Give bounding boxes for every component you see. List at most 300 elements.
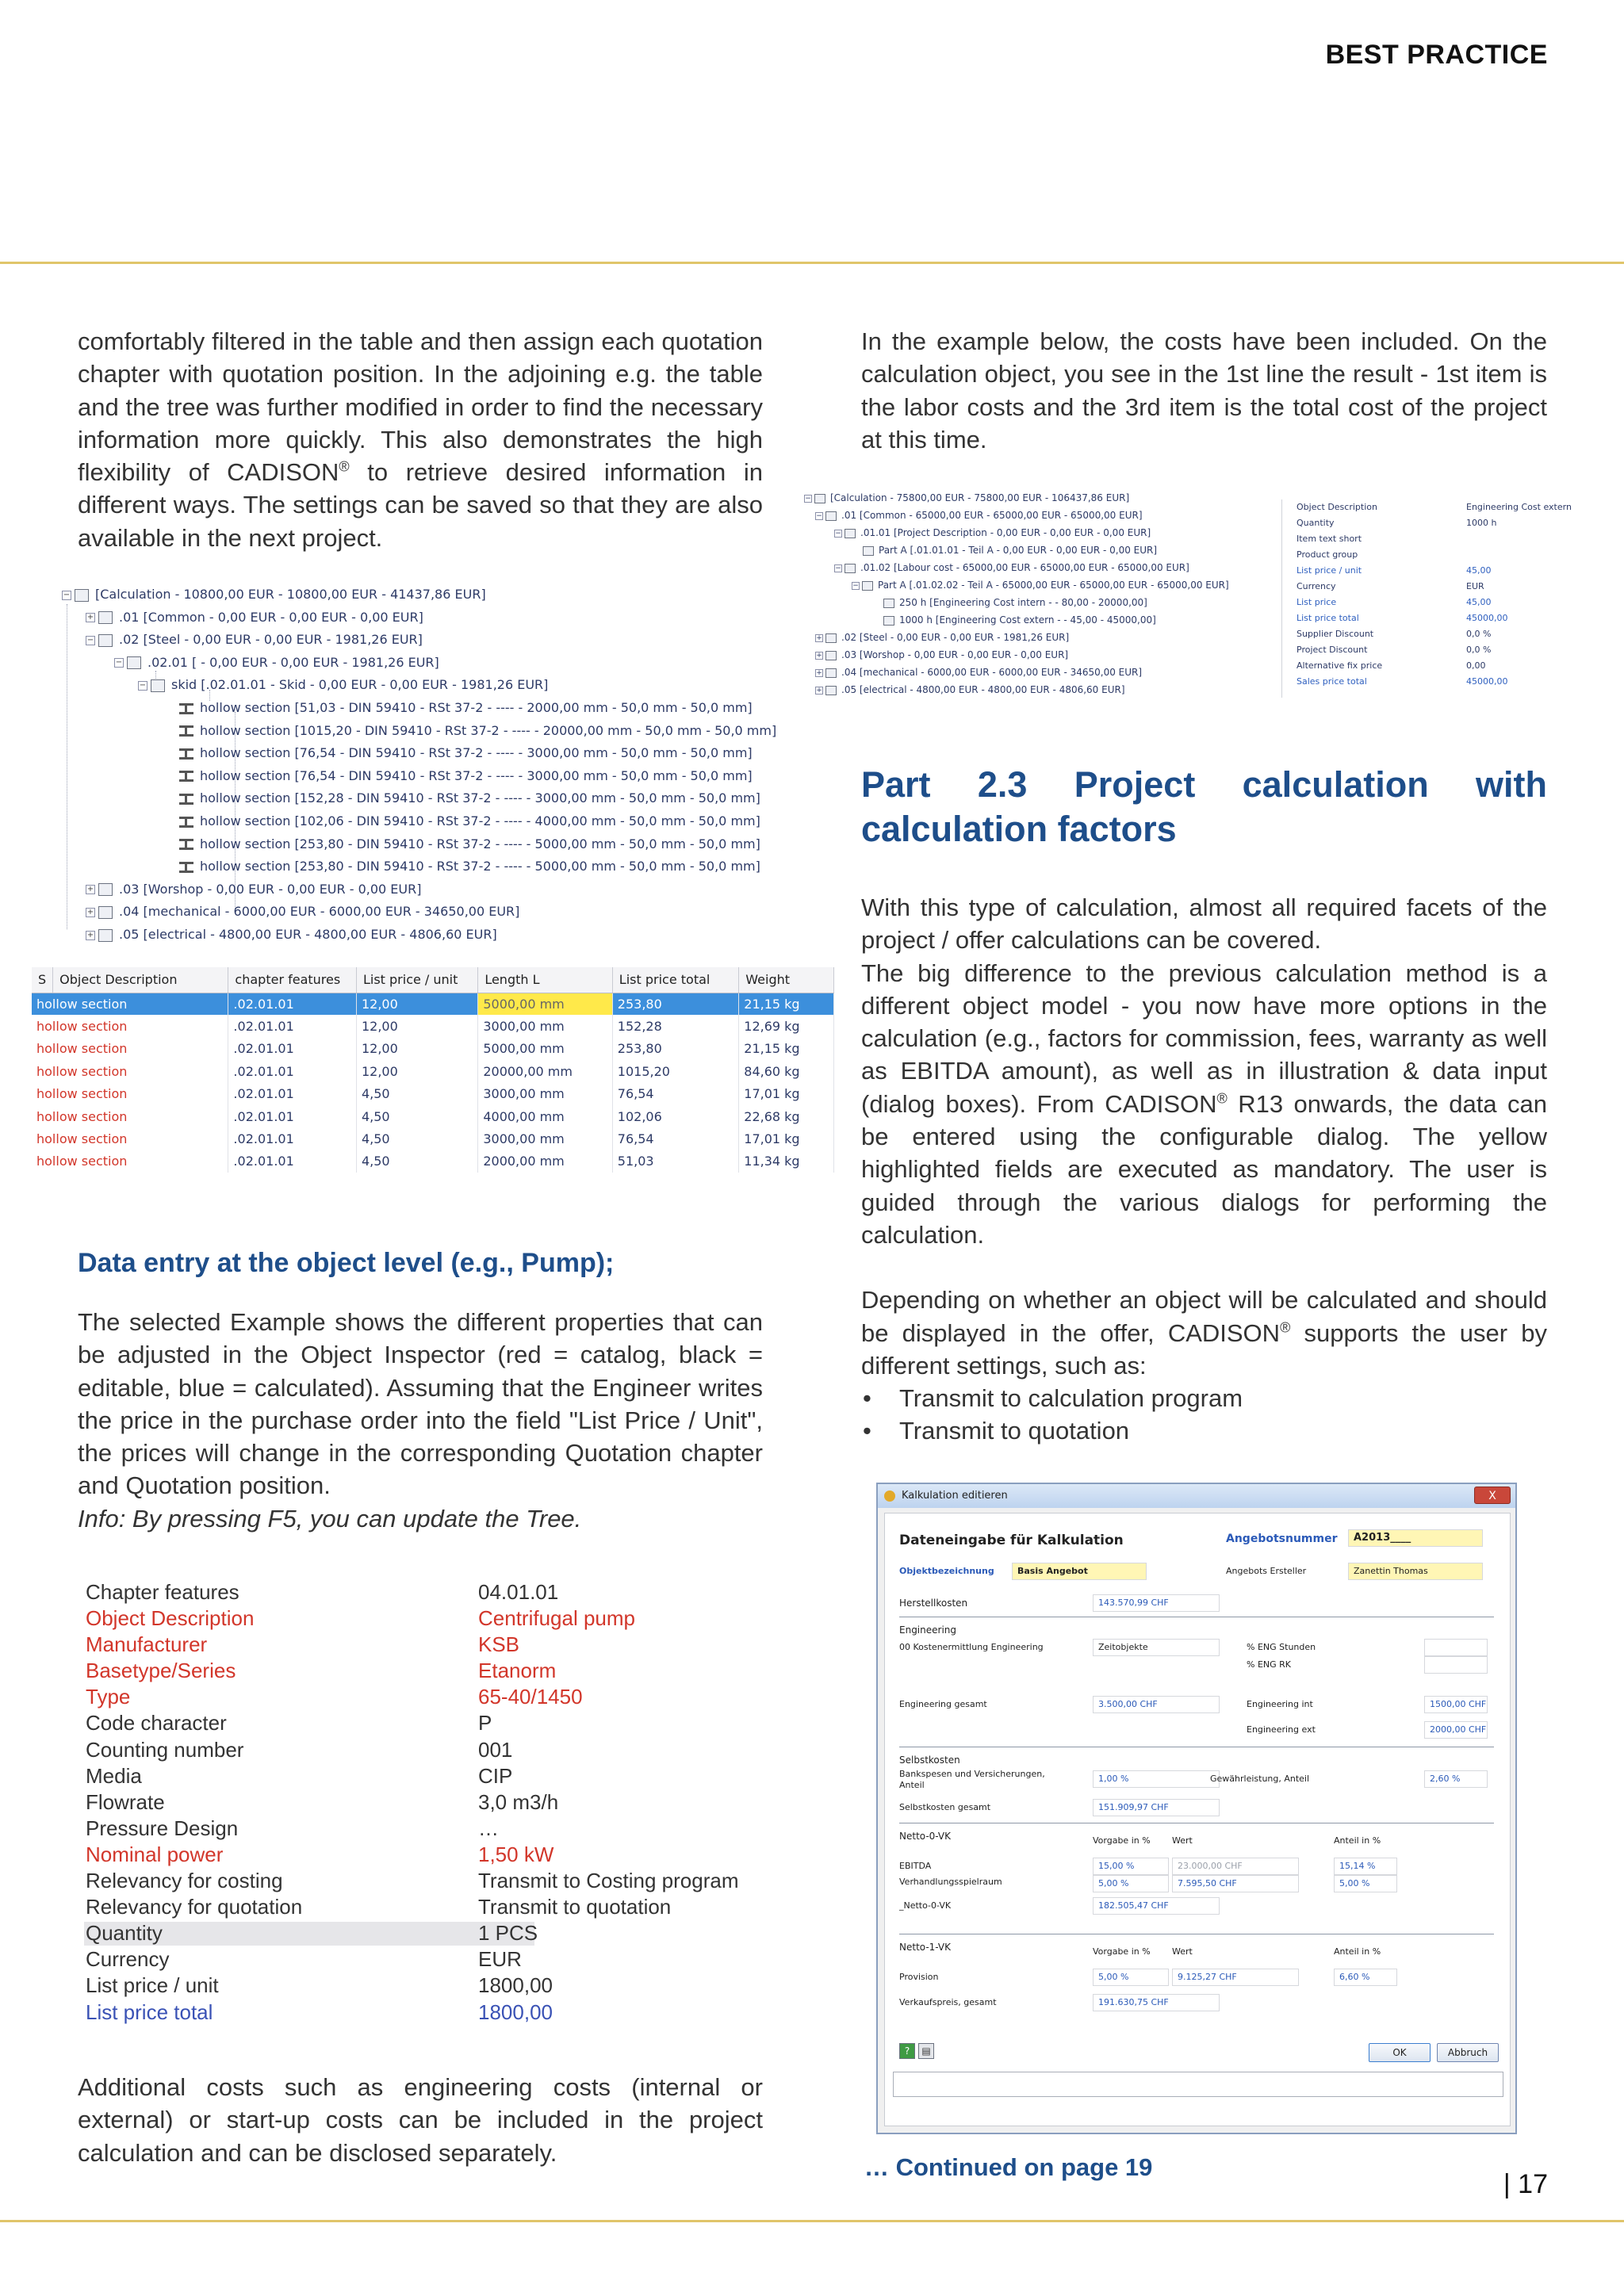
- table-cell: 2000,00 mm: [478, 1150, 612, 1173]
- property-key: Product group: [1297, 549, 1358, 560]
- property-value: 0,00: [1466, 660, 1486, 671]
- property-row: [86, 1999, 799, 2026]
- property-key: Alternative fix price: [1297, 660, 1383, 671]
- collapse-icon[interactable]: −: [139, 680, 147, 690]
- property-key: Currency: [1297, 581, 1336, 591]
- gewaehrleistung-field[interactable]: 2,60 %: [1424, 1770, 1488, 1788]
- table-row[interactable]: [32, 1150, 834, 1173]
- settings-list: [861, 1382, 1547, 1448]
- property-key: Object Description: [1297, 502, 1377, 512]
- tree-node[interactable]: [804, 490, 1129, 506]
- property-value: P: [478, 1711, 492, 1735]
- column-header[interactable]: Object Description: [53, 967, 228, 993]
- tree-node-label: .01 [Common - 65000,00 EUR - 65000,00 EUR - 65000,00 EUR]: [841, 510, 1143, 521]
- herstellkosten-field[interactable]: 143.570,99 CHF: [1093, 1594, 1220, 1612]
- eng-stunden-field[interactable]: [1424, 1639, 1488, 1656]
- property-row: [86, 1920, 799, 1946]
- status-box: [893, 2072, 1503, 2097]
- provision-wert-field[interactable]: 9.125,27 CHF: [1172, 1969, 1299, 1986]
- tree-node-label: hollow section [102,06 - DIN 59410 - RSt 37-2 - ---- - 4000,00 mm - 50,0 mm - 50,0 mm]: [200, 813, 760, 828]
- selbstkosten-gesamt-field[interactable]: 151.909,97 CHF: [1093, 1799, 1220, 1816]
- left-column: [78, 325, 763, 554]
- folder-node-icon: [151, 679, 165, 692]
- table-cell: 4,50: [356, 1083, 477, 1105]
- property-row: [86, 1684, 799, 1710]
- bankspesen-label: Bankspesen und Versicherungen,: [899, 1769, 1045, 1779]
- beam-icon: [179, 748, 193, 760]
- property-key: List price: [1297, 597, 1337, 607]
- folder-node-icon: [98, 929, 113, 942]
- costs-intro-paragraph: In the example below, the costs have been included. On the calculation object, you see in the 1st line the result - 1st item is the labor costs and the 3rd item is the total cost of the project at this time.: [861, 327, 1547, 453]
- engineering-ext-field[interactable]: 2000,00 CHF: [1424, 1721, 1488, 1739]
- table-cell: .02.01.01: [228, 1060, 357, 1082]
- table-cell: 12,00: [356, 1015, 477, 1037]
- kalkulation-dialog: [876, 1483, 1517, 2134]
- property-row: [86, 1842, 799, 1868]
- netto0-total-label: _Netto-0-VK: [899, 1900, 952, 1911]
- property-key: Supplier Discount: [1297, 629, 1374, 639]
- intro-paragraph: comfortably filtered in the table and then assign each quotation chapter with quotation position. In the adjoining e.g. the table and the tree was further modified in order to find the necessary information more quickly. This also demonstrates the high flexibility of CADISON® to retrieve desired information in different ways. The settings can be saved so that they are also available in the next project.: [78, 327, 763, 552]
- tree-node[interactable]: [86, 925, 497, 944]
- wert-header: Wert: [1172, 1835, 1193, 1846]
- verhandlung-vorgabe-field[interactable]: 5,00 %: [1093, 1875, 1169, 1892]
- property-row[interactable]: [1282, 642, 1591, 658]
- tree-node-label: hollow section [76,54 - DIN 59410 - RSt 37-2 - ---- - 3000,00 mm - 50,0 mm - 50,0 mm]: [200, 767, 753, 783]
- close-button[interactable]: X: [1474, 1487, 1511, 1504]
- gewaehrleistung-label: Gewährleistung, Anteil: [1210, 1774, 1310, 1784]
- property-row[interactable]: [1282, 610, 1591, 626]
- column-header[interactable]: S: [32, 967, 53, 993]
- property-key: Counting number: [86, 1737, 244, 1762]
- cost-properties-panel: [1281, 499, 1592, 698]
- property-key: Media: [86, 1763, 142, 1788]
- property-value: 1800,00: [478, 1973, 553, 1998]
- table-row[interactable]: [32, 1038, 834, 1060]
- property-value: 45000,00: [1466, 613, 1508, 623]
- property-row[interactable]: [1282, 626, 1591, 642]
- table-cell: 5000,00 mm: [478, 993, 612, 1015]
- property-key: Basetype/Series: [86, 1659, 236, 1683]
- property-value: 04.01.01: [478, 1580, 559, 1604]
- table-cell: 20000,00 mm: [478, 1060, 612, 1082]
- table-cell: 17,01 kg: [739, 1127, 834, 1150]
- property-value: CIP: [478, 1763, 513, 1788]
- property-value: 65-40/1450: [478, 1685, 583, 1709]
- tree-node[interactable]: [165, 857, 760, 876]
- property-key: Object Description: [86, 1606, 255, 1631]
- folder-node-icon: [883, 616, 894, 626]
- tree-node-label: .01.01 [Project Description - 0,00 EUR - 0,00 EUR - 0,00 EUR]: [860, 527, 1151, 538]
- table-cell: 102,06: [612, 1105, 738, 1127]
- kostenermittlung-field[interactable]: Zeitobjekte: [1093, 1639, 1220, 1656]
- ebitda-wert-field[interactable]: 23.000,00 CHF: [1172, 1858, 1299, 1875]
- property-row: [86, 1894, 799, 1920]
- property-row[interactable]: [1282, 499, 1591, 515]
- table-cell: 17,01 kg: [739, 1083, 834, 1105]
- property-row: [86, 1789, 799, 1816]
- property-key: Type: [86, 1685, 131, 1709]
- property-value: 0,0 %: [1466, 645, 1492, 655]
- table-cell: 21,15 kg: [739, 1038, 834, 1060]
- property-row: [86, 1763, 799, 1789]
- calc-paragraph-1: With this type of calculation, almost all required facets of the project / offer calculations can be covered.: [861, 894, 1547, 955]
- property-value: Centrifugal pump: [478, 1606, 635, 1631]
- folder-node-icon: [845, 529, 856, 538]
- eng-stunden-label: % ENG Stunden: [1247, 1642, 1316, 1652]
- table-cell: hollow section: [32, 993, 228, 1015]
- table-cell: .02.01.01: [228, 993, 357, 1015]
- provision-vorgabe-field[interactable]: 5,00 %: [1093, 1969, 1169, 1986]
- table-cell: .02.01.01: [228, 1038, 357, 1060]
- property-key: List price total: [1297, 613, 1359, 623]
- calc-paragraph-2: The big difference to the previous calculation method is a different object model - you now have more options in the calculation (e.g., factors for commission, fees, warranty as well as EBITDA amount), as well as in illustration & data input (dialog boxes). From CADISON® R13 onwards, the data can be entered using the configurable dialog. The yellow highlighted fields are executed as mandatory. The user is guided through the various dialogs for performing the calculation.: [861, 959, 1547, 1249]
- property-key: Item text short: [1297, 534, 1362, 544]
- info-paragraph: Info: By pressing F5, you can update the Tree.: [78, 1504, 582, 1533]
- expand-icon[interactable]: +: [86, 930, 94, 939]
- column-header[interactable]: Length L: [478, 967, 612, 993]
- tree-node[interactable]: [165, 767, 753, 786]
- property-row: [86, 1973, 799, 1999]
- property-row: [86, 1816, 799, 1842]
- right-column-intro: [861, 325, 1547, 456]
- dialog-heading: Dateneingabe für Kalkulation: [899, 1533, 1124, 1548]
- table-cell: .02.01.01: [228, 1083, 357, 1105]
- tree-node[interactable]: [62, 585, 486, 604]
- tree-node-label: .05 [electrical - 4800,00 EUR - 4800,00 EUR - 4806,60 EUR]: [119, 927, 497, 942]
- property-value: 1000 h: [1466, 518, 1497, 528]
- property-value: Engineering Cost extern: [1466, 502, 1572, 512]
- beam-icon: [179, 862, 193, 873]
- folder-node-icon: [825, 511, 837, 521]
- bankspesen-field[interactable]: 1,00 %: [1093, 1770, 1220, 1788]
- folder-node-icon: [98, 906, 113, 919]
- netto0-total-field[interactable]: 182.505,47 CHF: [1093, 1897, 1220, 1915]
- folder-node-icon: [98, 883, 113, 896]
- table-cell: 22,68 kg: [739, 1105, 834, 1127]
- table-cell: 12,00: [356, 1038, 477, 1060]
- expand-icon[interactable]: +: [86, 885, 94, 894]
- dialog-titlebar: Kalkulation editieren: [878, 1484, 1515, 1508]
- app-icon: [884, 1490, 895, 1502]
- tree-node[interactable]: [815, 664, 1142, 680]
- ebitda-vorgabe-field[interactable]: 15,00 %: [1093, 1858, 1169, 1875]
- kostenermittlung-label: 00 Kostenermittlung Engineering: [899, 1642, 1044, 1652]
- table-cell: hollow section: [32, 1038, 228, 1060]
- depending-paragraph: Depending on whether an object will be calculated and should be displayed in the offer, CADISON® supports the user by different settings, such as:: [861, 1286, 1547, 1380]
- table-row[interactable]: [32, 993, 834, 1015]
- netto0-section-label: Netto-0-VK: [899, 1831, 952, 1842]
- table-cell: 253,80: [612, 993, 738, 1015]
- table-cell: 4,50: [356, 1105, 477, 1127]
- eng-rk-label: % ENG RK: [1247, 1659, 1292, 1670]
- ebitda-anteil-field[interactable]: 15,14 %: [1334, 1858, 1397, 1875]
- continued-link[interactable]: … Continued on page 19: [864, 2153, 1153, 2181]
- vorgabe-header: Vorgabe in %: [1093, 1835, 1151, 1846]
- folder-node-icon: [825, 668, 837, 678]
- property-row[interactable]: [1282, 515, 1591, 531]
- property-key: Chapter features: [86, 1580, 239, 1604]
- collapse-icon[interactable]: −: [816, 511, 822, 520]
- beam-icon: [179, 703, 193, 714]
- property-row[interactable]: [1282, 674, 1591, 690]
- property-row[interactable]: [1282, 547, 1591, 563]
- abbruch-button[interactable]: Abbruch: [1437, 2043, 1499, 2062]
- collapse-icon[interactable]: −: [835, 529, 841, 538]
- tree-node[interactable]: [834, 525, 1151, 541]
- ersteller-label: Angebots Ersteller: [1226, 1566, 1307, 1576]
- tree-node[interactable]: [86, 902, 519, 921]
- tree-node[interactable]: [872, 595, 1147, 610]
- property-row[interactable]: [1282, 563, 1591, 579]
- tree-node[interactable]: [165, 721, 776, 740]
- property-key: Flowrate: [86, 1789, 165, 1814]
- property-value: Etanorm: [478, 1659, 557, 1683]
- collapse-icon[interactable]: −: [115, 658, 123, 668]
- beam-icon: [179, 839, 193, 850]
- engineering-gesamt-field[interactable]: 3.500,00 CHF: [1093, 1696, 1220, 1713]
- table-icon[interactable]: ▤: [918, 2043, 934, 2059]
- tree-node-label: .03 [Worshop - 0,00 EUR - 0,00 EUR - 0,00 EUR]: [119, 881, 422, 897]
- engineering-ext-label: Engineering ext: [1247, 1724, 1316, 1735]
- engineering-int-field[interactable]: 1500,00 CHF: [1424, 1696, 1488, 1713]
- eng-rk-field[interactable]: [1424, 1656, 1488, 1674]
- tree-node-label: hollow section [253,80 - DIN 59410 - RSt 37-2 - ---- - 5000,00 mm - 50,0 mm - 50,0 mm]: [200, 859, 760, 874]
- table-cell: 4000,00 mm: [478, 1105, 612, 1127]
- property-value: Transmit to Costing program: [478, 1869, 739, 1893]
- verhandlung-wert-field[interactable]: 7.595,50 CHF: [1172, 1875, 1299, 1892]
- property-key: Relevancy for quotation: [86, 1895, 303, 1919]
- tree-node[interactable]: [872, 612, 1156, 628]
- verkaufspreis-label: Verkaufspreis, gesamt: [899, 1997, 997, 2007]
- folder-node-icon: [883, 599, 894, 608]
- collapse-icon[interactable]: −: [63, 590, 71, 599]
- tree-node[interactable]: [138, 675, 548, 695]
- property-row: [86, 1946, 799, 1973]
- tree-node[interactable]: [852, 542, 1157, 558]
- tree-node-label: 1000 h [Engineering Cost extern - - 45,00 - 45000,00]: [899, 614, 1156, 626]
- property-row: [86, 1632, 799, 1658]
- engineering-section-label: Engineering: [899, 1624, 956, 1636]
- table-row[interactable]: [32, 1105, 834, 1127]
- tree-node[interactable]: [815, 647, 1068, 663]
- property-value: 001: [478, 1737, 513, 1762]
- tree-node[interactable]: [86, 608, 423, 627]
- part-heading: Part 2.3 Project calculation with calculation factors: [861, 764, 1547, 849]
- table-row[interactable]: [32, 1060, 834, 1082]
- tree-node[interactable]: [165, 789, 760, 808]
- table-row[interactable]: [32, 1015, 834, 1037]
- column-header[interactable]: chapter features: [228, 967, 357, 993]
- tree-node-label: .03 [Worshop - 0,00 EUR - 0,00 EUR - 0,00 EUR]: [841, 649, 1069, 660]
- property-key: Pressure Design: [86, 1816, 239, 1840]
- expand-icon[interactable]: +: [816, 651, 822, 660]
- tree-node[interactable]: [165, 835, 760, 854]
- table-cell: .02.01.01: [228, 1150, 357, 1173]
- tree-node[interactable]: [86, 880, 421, 899]
- collapse-icon[interactable]: −: [852, 581, 859, 590]
- folder-node-icon: [814, 494, 825, 503]
- table-cell: 3000,00 mm: [478, 1015, 612, 1037]
- property-row[interactable]: [1282, 658, 1591, 674]
- property-value: …: [478, 1816, 499, 1840]
- collapse-icon[interactable]: −: [86, 635, 94, 645]
- data-entry-section: [78, 1248, 763, 1535]
- property-value: 0,0 %: [1466, 629, 1492, 639]
- folder-node-icon: [825, 651, 837, 660]
- folder-node-icon: [98, 634, 113, 647]
- object-table: [32, 967, 834, 1173]
- list-item: • Transmit to calculation program: [861, 1382, 1547, 1414]
- table-cell: hollow section: [32, 1083, 228, 1105]
- table-cell: 11,34 kg: [739, 1150, 834, 1173]
- expand-icon[interactable]: +: [816, 668, 822, 677]
- verkaufspreis-field[interactable]: 191.630,75 CHF: [1093, 1994, 1220, 2011]
- property-row[interactable]: [1282, 595, 1591, 610]
- property-key: Manufacturer: [86, 1632, 208, 1657]
- table-cell: 21,15 kg: [739, 993, 834, 1015]
- ok-button[interactable]: OK: [1369, 2043, 1431, 2062]
- dialog-body: [884, 1513, 1511, 2126]
- table-cell: 76,54: [612, 1083, 738, 1105]
- property-key: Code character: [86, 1711, 227, 1735]
- table-cell: 5000,00 mm: [478, 1038, 612, 1060]
- tree-node-label: .04 [mechanical - 6000,00 EUR - 6000,00 EUR - 34650,00 EUR]: [119, 904, 520, 920]
- additional-costs-section: [78, 2071, 763, 2169]
- part-2-3-section: [861, 763, 1547, 1448]
- table-cell: 84,60 kg: [739, 1060, 834, 1082]
- table-cell: .02.01.01: [228, 1127, 357, 1150]
- property-key: Project Discount: [1297, 645, 1368, 655]
- provision-label: Provision: [899, 1972, 939, 1982]
- property-key: Sales price total: [1297, 676, 1367, 687]
- expand-icon[interactable]: +: [816, 633, 822, 642]
- anteil-header: Anteil in %: [1334, 1835, 1381, 1846]
- property-row[interactable]: [1282, 579, 1591, 595]
- table-cell: 253,80: [612, 1038, 738, 1060]
- table-cell: 3000,00 mm: [478, 1127, 612, 1150]
- tree-node-label: [Calculation - 75800,00 EUR - 75800,00 EUR - 106437,86 EUR]: [830, 492, 1130, 503]
- data-entry-paragraph: The selected Example shows the different properties that can be adjusted in the Object Inspector (red = catalog, black = editable, blue = calculated). Assuming that the Engineer writes the price in the purchase order into the field "List Price / Unit", the prices will change in the corresponding Quotation chapter and Quotation position.: [78, 1308, 763, 1500]
- property-key: Currency: [86, 1947, 170, 1972]
- tree-node-label: hollow section [51,03 - DIN 59410 - RSt 37-2 - ---- - 2000,00 mm - 50,0 mm - 50,0 mm]: [200, 700, 753, 715]
- property-row: [86, 1579, 799, 1605]
- property-row: [86, 1605, 799, 1632]
- objektbezeichnung-label: Objektbezeichnung: [899, 1566, 994, 1576]
- tree-node-label: [Calculation - 10800,00 EUR - 10800,00 EUR - 41437,86 EUR]: [95, 587, 486, 602]
- expand-icon[interactable]: +: [86, 613, 94, 622]
- property-key: Nominal power: [86, 1842, 224, 1866]
- folder-node-icon: [127, 656, 141, 669]
- tree-node-label: .02 [Steel - 0,00 EUR - 0,00 EUR - 1981,26 EUR]: [119, 632, 423, 648]
- verhandlung-label: Verhandlungsspielraum: [899, 1877, 1002, 1887]
- folder-node-icon: [862, 581, 873, 591]
- page-number: | 17: [1503, 2169, 1548, 2199]
- property-value: 1 PCS: [478, 1921, 538, 1946]
- property-key: List price / unit: [1297, 565, 1362, 576]
- selbstkosten-gesamt-label: Selbstkosten gesamt: [899, 1802, 991, 1812]
- tree-node[interactable]: [834, 560, 1189, 576]
- collapse-icon[interactable]: −: [805, 494, 811, 503]
- column-header[interactable]: List price / unit: [356, 967, 477, 993]
- table-cell: 3000,00 mm: [478, 1083, 612, 1105]
- tree-node-label: hollow section [76,54 - DIN 59410 - RSt 37-2 - ---- - 3000,00 mm - 50,0 mm - 50,0 mm]: [200, 745, 753, 761]
- beam-icon: [179, 817, 193, 828]
- list-item: • Transmit to quotation: [861, 1414, 1547, 1447]
- table-row[interactable]: [32, 1083, 834, 1105]
- property-value: 1800,00: [478, 1999, 553, 2024]
- column-header[interactable]: List price total: [612, 967, 738, 993]
- tree-node-label: .02 [Steel - 0,00 EUR - 0,00 EUR - 1981,26 EUR]: [841, 632, 1070, 643]
- anteil-header-2: Anteil in %: [1334, 1946, 1381, 1957]
- collapse-icon[interactable]: −: [835, 564, 841, 572]
- folder-node-icon: [825, 686, 837, 695]
- table-cell: 51,03: [612, 1150, 738, 1173]
- table-cell: hollow section: [32, 1060, 228, 1082]
- folder-node-icon: [863, 546, 874, 556]
- herstellkosten-label: Herstellkosten: [899, 1598, 968, 1609]
- ersteller-field[interactable]: Zanettin Thomas: [1348, 1563, 1483, 1580]
- angebotsnummer-label: Angebotsnummer: [1226, 1533, 1338, 1545]
- property-key: List price / unit: [86, 1973, 219, 1998]
- tree-node[interactable]: [165, 744, 753, 763]
- help-icon[interactable]: ?: [899, 2043, 915, 2059]
- property-key: Quantity: [1297, 518, 1335, 528]
- provision-anteil-field[interactable]: 6,60 %: [1334, 1969, 1397, 1986]
- tree-node[interactable]: [114, 653, 439, 672]
- table-cell: hollow section: [32, 1105, 228, 1127]
- table-cell: hollow section: [32, 1015, 228, 1037]
- expand-icon[interactable]: +: [816, 686, 822, 695]
- property-value: 45,00: [1466, 597, 1492, 607]
- property-key: Quantity: [86, 1921, 163, 1946]
- expand-icon[interactable]: +: [86, 907, 94, 916]
- table-cell: 4,50: [356, 1127, 477, 1150]
- property-value: 3,0 m3/h: [478, 1789, 559, 1814]
- property-row: [86, 1868, 799, 1894]
- tree-node-label: Part A [.01.02.02 - Teil A - 65000,00 EUR - 65000,00 EUR - 65000,00 EUR]: [878, 580, 1229, 591]
- property-value: 45000,00: [1466, 676, 1508, 687]
- property-row: [86, 1658, 799, 1684]
- angebotsnummer-field[interactable]: A2013____: [1348, 1529, 1483, 1547]
- tree-node[interactable]: [815, 629, 1069, 645]
- property-value: KSB: [478, 1632, 520, 1657]
- tree-node[interactable]: [815, 682, 1125, 698]
- table-cell: .02.01.01: [228, 1105, 357, 1127]
- ebitda-label: EBITDA: [899, 1861, 932, 1871]
- tree-node-label: .02.01 [ - 0,00 EUR - 0,00 EUR - 1981,26 EUR]: [147, 654, 439, 670]
- property-row: [86, 1710, 799, 1736]
- engineering-int-label: Engineering int: [1247, 1699, 1313, 1709]
- column-header[interactable]: Weight: [739, 967, 834, 993]
- table-row[interactable]: [32, 1127, 834, 1150]
- table-cell: .02.01.01: [228, 1015, 357, 1037]
- table-cell: 76,54: [612, 1127, 738, 1150]
- verhandlung-anteil-field[interactable]: 5,00 %: [1334, 1875, 1397, 1892]
- tree-node-label: 250 h [Engineering Cost intern - - 80,00 - 20000,00]: [899, 597, 1147, 608]
- tree-node[interactable]: [815, 507, 1143, 523]
- property-key: Relevancy for costing: [86, 1869, 283, 1893]
- tree-node[interactable]: [165, 812, 760, 831]
- bankspesen-label-anteil: Anteil: [899, 1780, 925, 1790]
- objektbezeichnung-field[interactable]: Basis Angebot: [1012, 1563, 1147, 1580]
- tree-node[interactable]: [165, 698, 753, 718]
- data-entry-heading: Data entry at the object level (e.g., Pump);: [78, 1248, 615, 1278]
- tree-node[interactable]: [852, 577, 1229, 593]
- table-cell: 1015,20: [612, 1060, 738, 1082]
- property-row[interactable]: [1282, 531, 1591, 547]
- selbstkosten-section-label: Selbstkosten: [899, 1755, 960, 1766]
- tree-node[interactable]: [86, 630, 423, 649]
